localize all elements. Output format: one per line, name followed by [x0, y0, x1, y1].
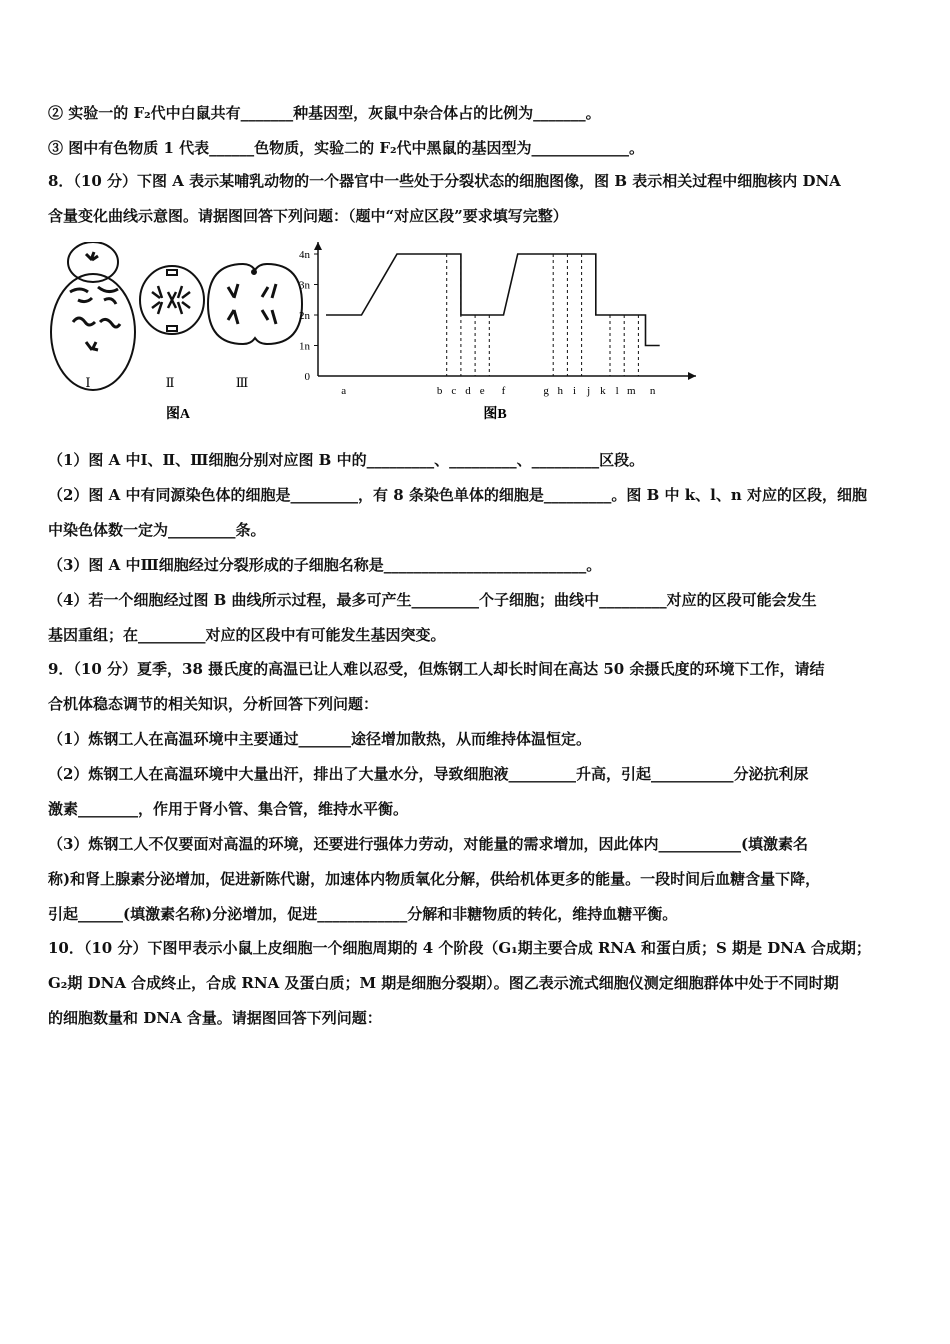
segment-label-d: d — [465, 385, 471, 397]
y-axis-arrow — [314, 242, 322, 250]
y-tick-label: 3n — [299, 279, 310, 292]
text-line-21: 的细胞数量和 DNA 含量。请据图回答下列问题： — [48, 1009, 382, 1027]
segment-label-b: b — [436, 385, 443, 397]
segment-label-g: g — [543, 385, 549, 397]
segment-label-h: h — [557, 385, 564, 397]
figure-b-caption: 图B — [483, 407, 507, 422]
cell-2-drawing — [140, 266, 204, 334]
segment-label-l: l — [615, 385, 619, 397]
cell-1-label: Ⅰ — [85, 375, 91, 390]
chart-b — [299, 242, 696, 397]
segment-label-j: j — [587, 385, 591, 397]
text-line-16: （3）炼钢工人不仅要面对高温的环境，还要进行强体力劳动，对能量的需求增加，因此体内___________(填激素名 — [48, 835, 809, 853]
text-line-10: 基因重组；在_________对应的区段中有可能发生基因突变。 — [48, 626, 446, 644]
text-line-13: （1）炼钢工人在高温环境中主要通过_______途径增加散热，从而维持体温恒定。 — [48, 730, 591, 748]
text-line-8: （3）图 A 中Ⅲ细胞经过分裂形成的子细胞名称是___________________________。 — [48, 556, 602, 574]
segment-label-e: e — [479, 385, 485, 397]
text-line-15: 激素________，作用于肾小管、集合管，维持水平衡。 — [48, 800, 409, 818]
text-line-2: ③ 图中有色物质 1 代表______色物质，实验二的 F₂代中黑鼠的基因型为_____________。 — [48, 139, 645, 157]
x-axis-arrow — [688, 372, 696, 380]
text-line-3: 8．（10 分）下图 A 表示某哺乳动物的一个器官中一些处于分裂状态的细胞图像，图 B 表示相关过程中细胞核内 DNA — [48, 172, 841, 190]
text-line-6: （2）图 A 中有同源染色体的细胞是_________，有 8 条染色单体的细胞是_________。图 B 中 k、l、n 对应的区段，细胞 — [48, 486, 867, 504]
cell-3-label: Ⅲ — [235, 375, 249, 390]
segment-label-c: c — [451, 385, 457, 397]
segment-label-i: i — [572, 385, 577, 397]
text-line-17: 称)和肾上腺素分泌增加，促进新陈代谢，加速体内物质氧化分解，供给机体更多的能量。一段时间后血糖含量下降， — [48, 870, 821, 888]
text-line-9: （4）若一个细胞经过图 B 曲线所示过程，最多可产生_________个子细胞；曲线中_________对应的区段可能会发生 — [48, 591, 817, 609]
text-line-11: 9．（10 分）夏季，38 摄氏度的高温已让人难以忍受，但炼钢工人却长时间在高达 50 余摄氏度的环境下工作，请结 — [48, 660, 825, 678]
figure-svg — [48, 242, 728, 427]
text-line-20: G₂期 DNA 合成终止，合成 RNA 及蛋白质；M 期是细胞分裂期）。图乙表示流式细胞仪测定细胞群体中处于不同时期 — [48, 974, 839, 992]
figure — [48, 242, 728, 427]
figure-a-caption: 图A — [165, 407, 191, 422]
text-line-1: ② 实验一的 F₂代中白鼠共有_______种基因型，灰鼠中杂合体占的比例为_______。 — [48, 104, 601, 122]
y-tick-label: 4n — [299, 249, 310, 261]
text-line-12: 合机体稳态调节的相关知识，分析回答下列问题： — [48, 695, 379, 713]
text-line-19: 10．（10 分）下图甲表示小鼠上皮细胞一个细胞周期的 4 个阶段（G₁期主要合成 RNA 和蛋白质；S 期是 DNA 合成期； — [48, 939, 871, 957]
text-line-14: （2）炼钢工人在高温环境中大量出汗，排出了大量水分，导致细胞液_________升高，引起___________分泌抗利尿 — [48, 765, 809, 783]
text-line-5: （1）图 A 中Ⅰ、Ⅱ、Ⅲ细胞分别对应图 B 中的_________、_________、_________区段。 — [48, 451, 645, 469]
y-tick-label: 2n — [299, 310, 310, 322]
segment-label-k: k — [600, 385, 606, 397]
cell-1-drawing — [51, 242, 135, 390]
text-line-4: 含量变化曲线示意图。请据图回答下列问题：（题中“对应区段”要求填写完整） — [48, 207, 568, 225]
segment-label-f: f — [501, 385, 506, 397]
text-line-18: 引起______(填激素名称)分泌增加，促进____________分解和非糖物质的转化，维持血糖平衡。 — [48, 905, 678, 923]
text-line-7: 中染色体数一定为_________条。 — [48, 521, 266, 539]
segment-label-m: m — [627, 385, 636, 397]
segment-label-n: n — [649, 385, 656, 397]
segment-label-a: a — [341, 385, 347, 397]
y-tick-label: 0 — [304, 371, 310, 383]
cell-2-label: Ⅱ — [165, 375, 175, 390]
y-tick-label: 1n — [299, 340, 310, 353]
dna-curve — [326, 254, 660, 346]
cell-3-drawing — [208, 264, 302, 344]
